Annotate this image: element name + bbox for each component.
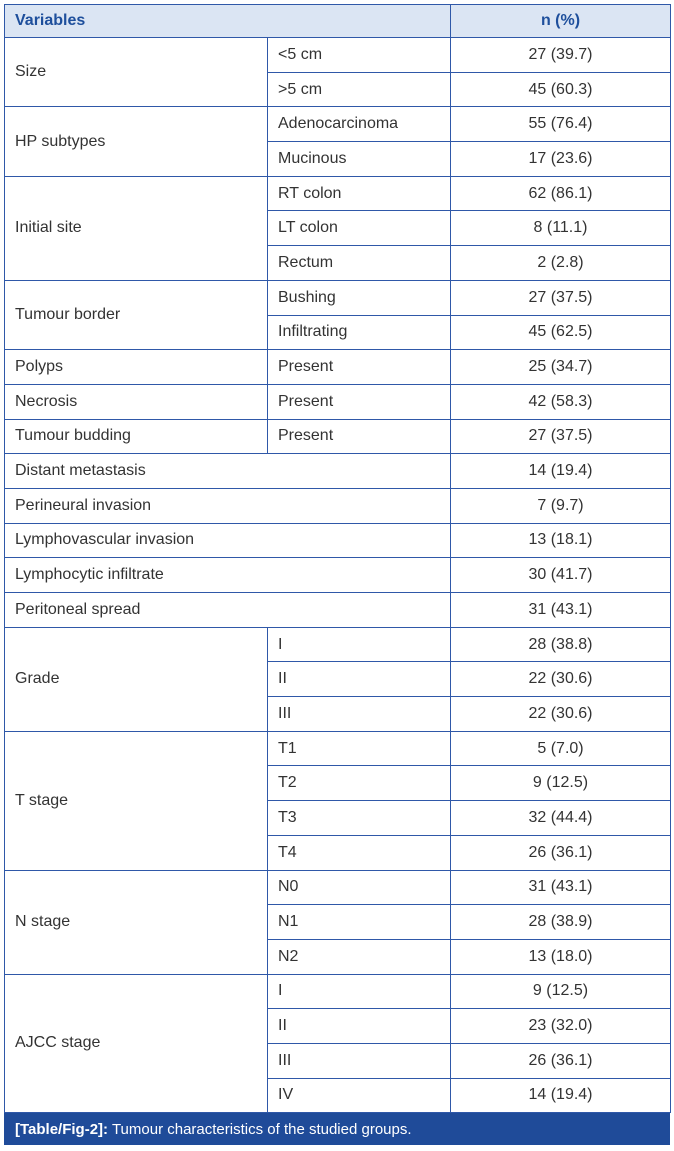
variable-cell: Necrosis [5, 384, 268, 419]
subcategory-cell: >5 cm [268, 72, 451, 107]
table-row [5, 488, 671, 523]
table-row [5, 731, 671, 766]
value-cell: 26 (36.1) [451, 835, 671, 870]
value-cell: 32 (44.4) [451, 801, 671, 836]
value-cell: 27 (37.5) [451, 419, 671, 454]
variable-cell: N stage [5, 870, 268, 974]
value-cell: 42 (58.3) [451, 384, 671, 419]
subcategory-cell: T4 [268, 835, 451, 870]
value-cell: 23 (32.0) [451, 1009, 671, 1044]
table-row [5, 870, 671, 905]
variable-cell: Tumour budding [5, 419, 268, 454]
table-row [5, 593, 671, 628]
value-cell: 5 (7.0) [451, 731, 671, 766]
table-row [5, 107, 671, 142]
subcategory-cell: <5 cm [268, 38, 451, 73]
header-variables: Variables [5, 5, 451, 38]
value-cell: 14 (19.4) [451, 454, 671, 489]
value-cell: 62 (86.1) [451, 176, 671, 211]
variable-cell: Lymphovascular invasion [5, 523, 451, 558]
variable-cell: HP subtypes [5, 107, 268, 176]
variable-cell: Grade [5, 627, 268, 731]
subcategory-cell: I [268, 974, 451, 1009]
variable-cell: Tumour border [5, 280, 268, 349]
subcategory-cell: IV [268, 1078, 451, 1113]
table-row [5, 627, 671, 662]
value-cell: 27 (37.5) [451, 280, 671, 315]
value-cell: 45 (60.3) [451, 72, 671, 107]
table-row [5, 974, 671, 1009]
table-row [5, 350, 671, 385]
subcategory-cell: Mucinous [268, 142, 451, 177]
subcategory-cell: N1 [268, 905, 451, 940]
table-row [5, 384, 671, 419]
variable-cell: AJCC stage [5, 974, 268, 1113]
table-header-row [5, 5, 671, 38]
table-row [5, 523, 671, 558]
variable-cell: Size [5, 38, 268, 107]
subcategory-cell: III [268, 697, 451, 732]
value-cell: 17 (23.6) [451, 142, 671, 177]
header-n-percent: n (%) [451, 5, 671, 38]
table-row [5, 176, 671, 211]
value-cell: 9 (12.5) [451, 766, 671, 801]
table-row [5, 280, 671, 315]
value-cell: 26 (36.1) [451, 1043, 671, 1078]
subcategory-cell: T1 [268, 731, 451, 766]
subcategory-cell: II [268, 1009, 451, 1044]
subcategory-cell: III [268, 1043, 451, 1078]
value-cell: 28 (38.9) [451, 905, 671, 940]
subcategory-cell: N0 [268, 870, 451, 905]
variable-cell: Distant metastasis [5, 454, 451, 489]
table-row [5, 38, 671, 73]
subcategory-cell: N2 [268, 939, 451, 974]
value-cell: 8 (11.1) [451, 211, 671, 246]
caption-text: Tumour characteristics of the studied groups. [108, 1121, 412, 1139]
subcategory-cell: T3 [268, 801, 451, 836]
subcategory-cell: LT colon [268, 211, 451, 246]
variable-cell: Peritoneal spread [5, 593, 451, 628]
subcategory-cell: I [268, 627, 451, 662]
table-body [5, 38, 671, 1113]
value-cell: 31 (43.1) [451, 870, 671, 905]
subcategory-cell: T2 [268, 766, 451, 801]
value-cell: 22 (30.6) [451, 697, 671, 732]
subcategory-cell: Present [268, 350, 451, 385]
subcategory-cell: II [268, 662, 451, 697]
subcategory-cell: RT colon [268, 176, 451, 211]
caption-label: [Table/Fig-2]: [15, 1121, 109, 1139]
variable-cell: Lymphocytic infiltrate [5, 558, 451, 593]
value-cell: 27 (39.7) [451, 38, 671, 73]
value-cell: 25 (34.7) [451, 350, 671, 385]
value-cell: 31 (43.1) [451, 593, 671, 628]
subcategory-cell: Present [268, 419, 451, 454]
tumour-characteristics-table [4, 4, 671, 1113]
table-row [5, 419, 671, 454]
value-cell: 9 (12.5) [451, 974, 671, 1009]
value-cell: 28 (38.8) [451, 627, 671, 662]
value-cell: 2 (2.8) [451, 246, 671, 281]
subcategory-cell: Infiltrating [268, 315, 451, 350]
table-caption [4, 1113, 670, 1145]
variable-cell: Initial site [5, 176, 268, 280]
value-cell: 55 (76.4) [451, 107, 671, 142]
variable-cell: T stage [5, 731, 268, 870]
value-cell: 30 (41.7) [451, 558, 671, 593]
subcategory-cell: Rectum [268, 246, 451, 281]
subcategory-cell: Bushing [268, 280, 451, 315]
value-cell: 14 (19.4) [451, 1078, 671, 1113]
variable-cell: Polyps [5, 350, 268, 385]
value-cell: 13 (18.1) [451, 523, 671, 558]
value-cell: 13 (18.0) [451, 939, 671, 974]
value-cell: 45 (62.5) [451, 315, 671, 350]
subcategory-cell: Present [268, 384, 451, 419]
value-cell: 22 (30.6) [451, 662, 671, 697]
table-row [5, 454, 671, 489]
variable-cell: Perineural invasion [5, 488, 451, 523]
table-row [5, 558, 671, 593]
subcategory-cell: Adenocarcinoma [268, 107, 451, 142]
value-cell: 7 (9.7) [451, 488, 671, 523]
table-figure [4, 4, 670, 1145]
